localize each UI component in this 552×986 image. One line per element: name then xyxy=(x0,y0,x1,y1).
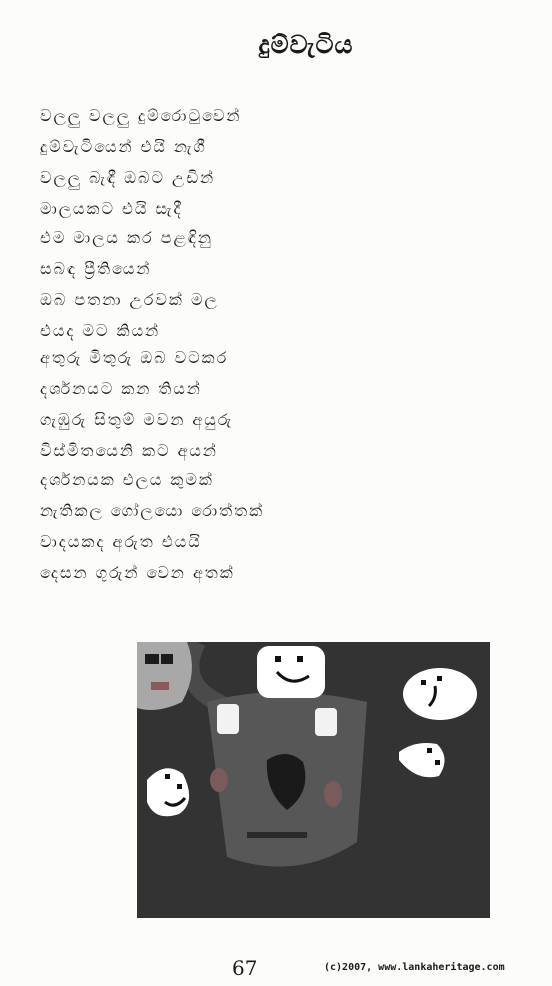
big-face-eye xyxy=(315,708,337,736)
smiley-face-right xyxy=(403,668,477,720)
grey-face-mouth xyxy=(151,682,169,690)
poem-line: ගැඹුරු සිතුම් මවන අයුරු xyxy=(40,410,234,429)
poem-line: සබඳ ප්‍රීතියෙන් xyxy=(40,259,152,278)
copyright-notice: (c)2007, www.lankaheritage.com xyxy=(324,962,505,973)
grey-face-eye xyxy=(145,654,159,664)
big-face-eye xyxy=(217,704,239,734)
poem-line: වලලු වලලු දුම්රොටුවෙන් xyxy=(40,106,242,125)
big-face-cheek xyxy=(324,781,342,807)
poem-line: දර්ශනයට කන තියන් xyxy=(40,379,202,398)
big-face-cheek xyxy=(210,768,228,792)
poem-line: එම මාලය කර පළඳිනු xyxy=(40,228,213,247)
poem-line: අතුරු මිතුරු ඔබ වටකර xyxy=(40,348,229,367)
poem-line: නැතිකල ගෝලයො රොත්තක් xyxy=(40,501,265,520)
page-number: 67 xyxy=(232,956,258,980)
poem-line: විස්මිතයෙනි කට අයන් xyxy=(40,441,218,460)
smiley-face-top xyxy=(257,646,325,698)
stanza-1 xyxy=(40,100,241,224)
poem-title: දුම්වැටිය xyxy=(258,30,354,59)
poem-line: මාලයකට එයි සැදී xyxy=(40,199,183,218)
stanza-4 xyxy=(40,464,264,588)
grey-face-eye xyxy=(161,654,173,664)
poem-line: ඔබ පතනා උරවක් මල xyxy=(40,290,219,309)
poem-line: වාදයකද අරුත එයයි xyxy=(40,532,202,551)
stanza-3 xyxy=(40,342,233,466)
poem-line: වලලු බැඳී ඔබට උඩින් xyxy=(40,168,216,187)
smoking-faces-illustration xyxy=(137,642,490,918)
poem-line: දුම්වැටියෙන් එයි නැගී xyxy=(40,137,207,156)
big-face-mouth xyxy=(247,832,307,838)
poem-line: එයද මට කියන් xyxy=(40,321,161,340)
poem-line: දෙසන ගුරුන් වෙන අතක් xyxy=(40,563,235,582)
stanza-2 xyxy=(40,222,219,346)
poem-line: දර්ශනයක එලය කුමක් xyxy=(40,470,214,489)
